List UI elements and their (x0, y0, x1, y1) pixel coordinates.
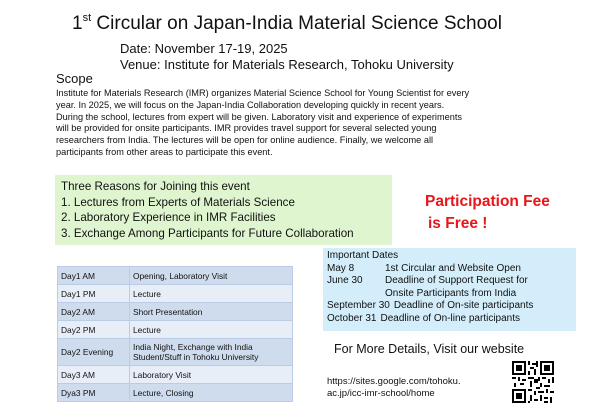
date-text: Deadline of Support Request for (385, 275, 528, 287)
schedule-event: Lecture, Closing (130, 384, 293, 402)
schedule-event: Laboratory Visit (130, 366, 293, 384)
schedule-event: Lecture (130, 285, 293, 303)
scope-line: will be provided for onsite participants. IMR provides travel support for several selected young (56, 123, 437, 134)
schedule-day: Dya3 PM (58, 384, 130, 402)
date-text: Deadline of On-site participants (393, 300, 534, 312)
date-row (327, 300, 572, 313)
date-label: October 31 (327, 312, 377, 324)
website-link[interactable] (327, 376, 461, 400)
date-row (327, 263, 572, 276)
date-row (327, 275, 572, 288)
details-heading: For More Details, Visit our website (334, 342, 525, 356)
date-label: June 30 (327, 275, 363, 287)
page-title: 1st Circular on Japan-India Material Science School (72, 12, 502, 34)
reason-item: 3. Exchange Among Participants for Future Collaboration (61, 226, 354, 240)
qr-code-icon[interactable] (512, 361, 554, 403)
scope-paragraph (56, 88, 536, 159)
date-text: 1st Circular and Website Open (385, 262, 521, 274)
table-row (58, 321, 293, 339)
table-row (58, 339, 293, 366)
schedule-day: Day1 PM (58, 285, 130, 303)
table-row (58, 366, 293, 384)
schedule-event: Opening, Laboratory Visit (130, 267, 293, 285)
date-row (327, 288, 572, 301)
scope-heading: Scope (56, 71, 93, 86)
fee-free-notice: is Free ! (428, 215, 488, 232)
scope-line: participants from other areas to participate this event. (56, 146, 273, 157)
scope-line: Institute for Materials Research (IMR) organizes Material Science School for Young Scientist for every (56, 88, 470, 98)
schedule-event: India Night, Exchange with India Student/Stuff in Tohoku University (130, 339, 293, 366)
important-dates-box (323, 248, 576, 331)
table-row (58, 267, 293, 285)
schedule-day: Day1 AM (58, 267, 130, 285)
reasons-box (55, 175, 392, 245)
important-dates-heading: Important Dates (327, 250, 399, 261)
date-label (327, 288, 385, 301)
table-row (58, 303, 293, 321)
date-text: Onsite Participants from India (385, 287, 517, 299)
scope-line: During the school, lectures from expert will be given. Laboratory visit and experience of experiments (56, 111, 462, 122)
reasons-heading: Three Reasons for Joining this event (61, 180, 250, 193)
table-row (58, 285, 293, 303)
url-line[interactable]: ac.jp/icc-imr-school/home (327, 388, 435, 399)
date-row (327, 313, 572, 326)
schedule-day: Day2 Evening (58, 339, 130, 366)
table-row (58, 384, 293, 402)
schedule-day: Day3 AM (58, 366, 130, 384)
url-line[interactable]: https://sites.google.com/tohoku. (327, 376, 461, 387)
reason-item: 1. Lectures from Experts of Materials Science (61, 195, 295, 209)
schedule-day: Day2 AM (58, 303, 130, 321)
reason-item: 2. Laboratory Experience in IMR Facilities (61, 211, 276, 225)
date-text: Deadline of On-line participants (380, 312, 521, 324)
schedule-event: Short Presentation (130, 303, 293, 321)
fee-notice: Participation Fee (425, 193, 550, 210)
schedule-day: Day2 PM (58, 321, 130, 339)
event-date: Date: November 17-19, 2025 (120, 41, 288, 56)
scope-line: researchers from India. The lectures will be open for online audience. Finally, we welcome all (56, 135, 434, 146)
schedule-table (57, 266, 293, 402)
schedule-event: Lecture (130, 321, 293, 339)
date-label: May 8 (327, 262, 355, 274)
date-label: September 30 (327, 300, 390, 312)
event-venue: Venue: Institute for Materials Research, Tohoku University (120, 57, 454, 72)
scope-line: year. In 2025, we will focus on the Japan-India Collaboration developing quickly in recent years. (56, 99, 445, 110)
